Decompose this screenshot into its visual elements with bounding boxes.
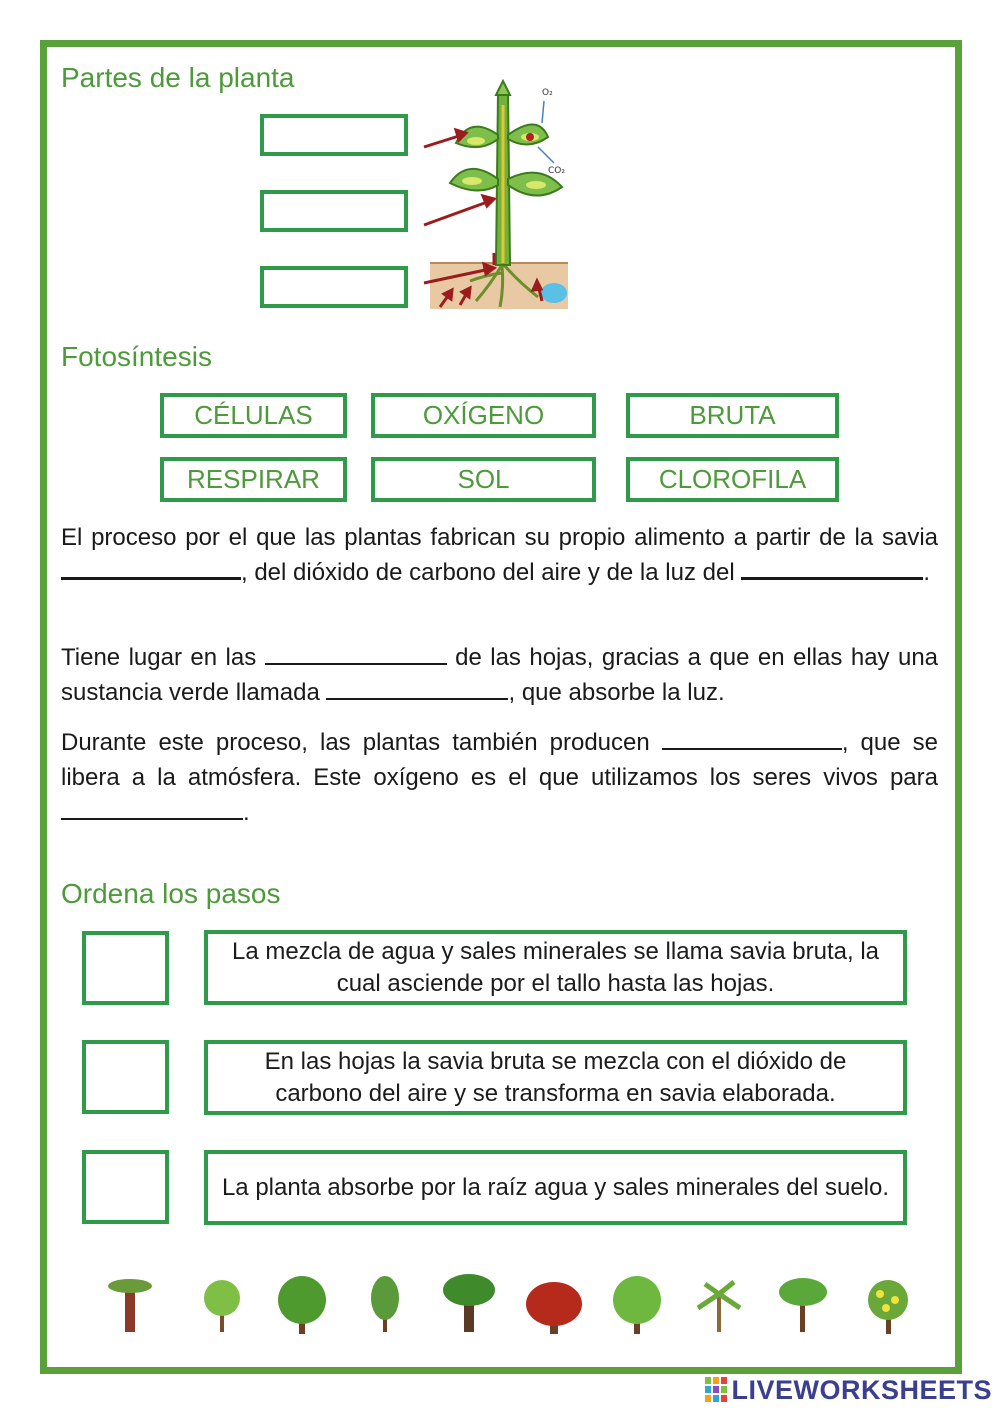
paragraph-text: , del dióxido de carbono del aire y de la luz del [241,559,735,586]
flowering-tree-icon [868,1280,908,1334]
o2-label: O₂ [542,88,553,98]
part-answer-box-2[interactable] [260,190,408,232]
liveworksheets-logo-icon [705,1377,727,1403]
paragraph-2 [61,640,938,710]
baobab-tree-icon [108,1279,152,1332]
blank-field[interactable] [61,557,241,580]
paragraph-text: Durante este proceso, las plantas también producen [61,729,650,756]
part-answer-box-1[interactable] [260,114,408,156]
step-card-3: La planta absorbe por la raíz agua y sales minerales del suelo. [204,1150,907,1225]
paragraph-text: . [923,559,930,586]
word-bank-item[interactable]: RESPIRAR [160,457,347,502]
round-tree-icon [278,1276,326,1334]
order-number-box-3[interactable] [82,1150,169,1224]
small-tree-icon [204,1280,240,1332]
word-bank-item[interactable]: CLOROFILA [626,457,839,502]
blank-field[interactable] [662,728,842,750]
paragraph-1 [61,520,938,590]
word-bank-item[interactable]: OXÍGENO [371,393,596,438]
section-title-order: Ordena los pasos [61,878,281,909]
wide-tree-icon [443,1274,495,1332]
paragraph-text: El proceso por el que las plantas fabrican su propio alimento a partir de la savia [61,524,938,551]
step-card-1: La mezcla de agua y sales minerales se llama savia bruta, la cual asciende por el tallo hasta las hojas. [204,930,907,1005]
word-bank-item[interactable]: CÉLULAS [160,393,347,438]
section-title-parts: Partes de la planta [61,62,295,93]
water-drop-icon [541,283,567,303]
order-number-box-1[interactable] [82,931,169,1005]
order-number-box-2[interactable] [82,1040,169,1114]
blank-field[interactable] [61,798,243,820]
tree-decoration-row [100,1270,930,1340]
plant-diagram [420,75,580,315]
blank-field[interactable] [741,557,923,580]
blank-field[interactable] [265,643,447,665]
palm-tree-icon [698,1282,740,1332]
word-bank-item[interactable]: SOL [371,457,596,502]
umbrella-tree-icon [779,1278,827,1332]
brand-logo [705,1375,992,1406]
blank-field[interactable] [326,678,508,700]
paragraph-text: . [243,799,250,826]
paragraph-text: Tiene lugar en las [61,644,257,671]
red-tree-icon [526,1282,582,1334]
brand-text: LIVEWORKSHEETS [731,1375,992,1405]
paragraph-text: de las hojas, gracias a que en ellas hay una sustancia verde llamada [61,644,939,706]
co2-label: CO₂ [548,166,565,176]
bushy-tree-icon [613,1276,661,1334]
paragraph-text: , que absorbe la luz. [508,679,725,706]
word-bank-item[interactable]: BRUTA [626,393,839,438]
part-answer-box-3[interactable] [260,266,408,308]
paragraph-3 [61,725,938,830]
step-card-2: En las hojas la savia bruta se mezcla con el dióxido de carbono del aire y se transforma en savia elaborada. [204,1040,907,1115]
paragraph-text: , que se libera a la atmósfera. Este oxígeno es el que utilizamos los seres vivos para [61,729,939,791]
section-title-photosynthesis: Fotosíntesis [61,341,212,372]
conifer-tree-icon [371,1276,399,1332]
